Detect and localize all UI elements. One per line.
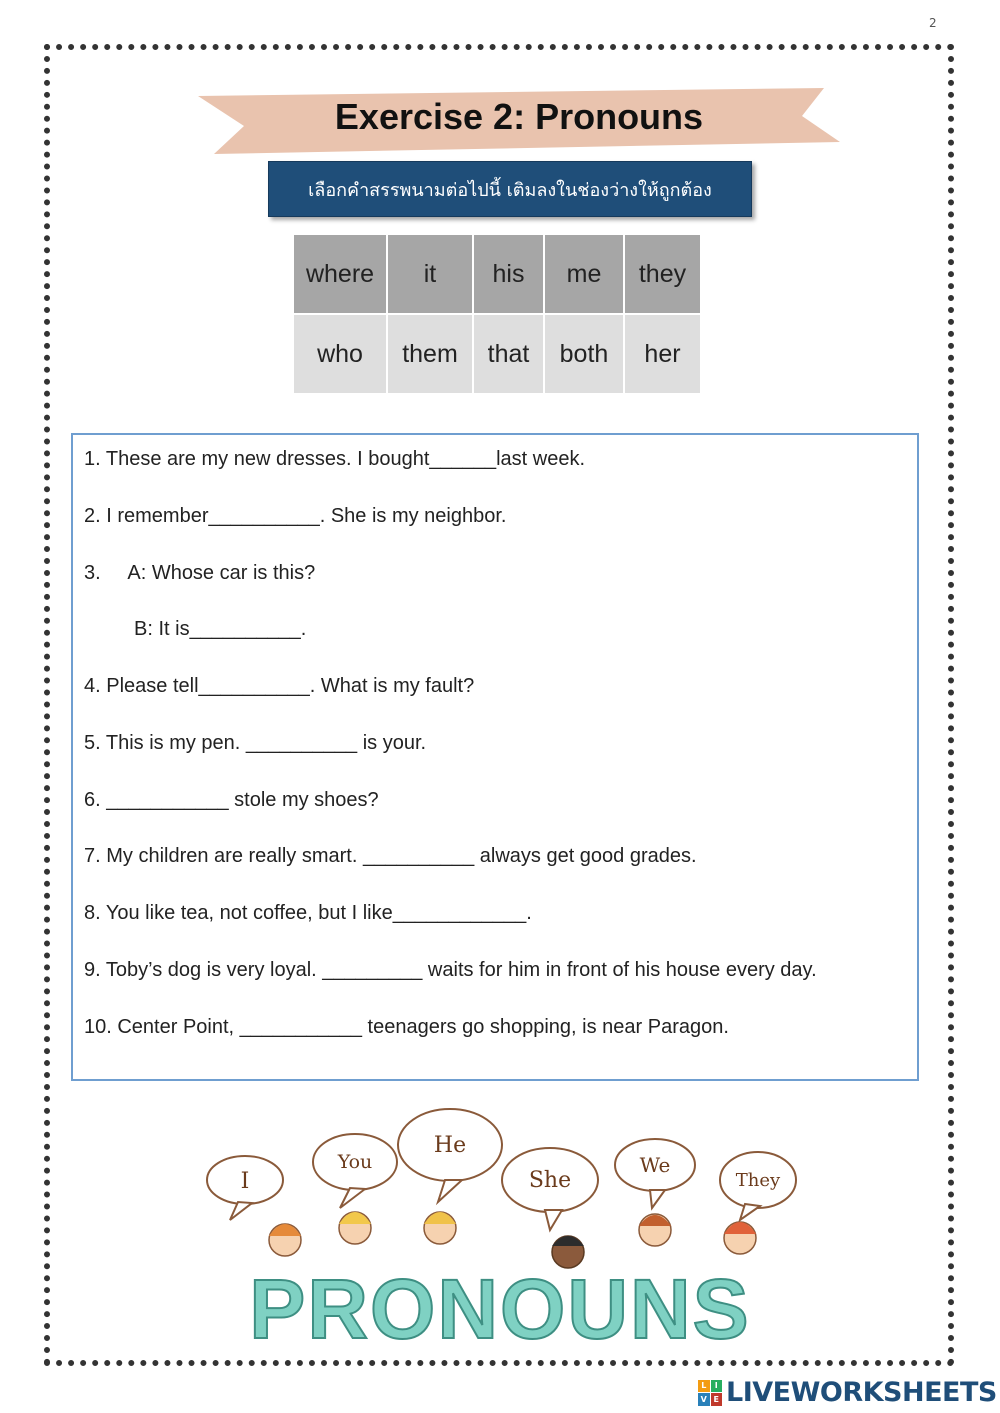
word-bank-cell: that <box>474 315 543 393</box>
liveworksheets-icon <box>698 1380 722 1406</box>
instruction-box <box>268 161 752 217</box>
word-bank-cell: both <box>545 315 623 393</box>
liveworksheets-logo <box>698 1377 997 1408</box>
logo-icon-letter: L <box>698 1380 710 1393</box>
question-4: 4. Please tell__________. What is my fault? <box>84 675 475 697</box>
word-bank-row <box>294 235 700 313</box>
question-6: 6. ___________ stole my shoes? <box>84 789 379 811</box>
question-3b: B: It is__________. <box>84 618 307 640</box>
questions-box <box>71 433 919 1081</box>
instruction-text: เลือกคำสรรพนามต่อไปนี้ เติมลงในช่องว่างให้ถูกต้อง <box>308 179 712 201</box>
bubble-text: You <box>337 1151 373 1173</box>
bubble-text: She <box>528 1168 572 1193</box>
word-bank-cell: they <box>625 235 700 313</box>
word-bank-cell: them <box>388 315 472 393</box>
question-1: 1. These are my new dresses. I bought______last week. <box>84 448 586 470</box>
word-bank-cell: his <box>474 235 543 313</box>
word-bank-row <box>294 315 700 393</box>
logo-icon-letter: I <box>711 1380 723 1393</box>
logo-icon-letter: E <box>711 1393 723 1406</box>
bubble-text: He <box>433 1133 467 1158</box>
kids-group <box>269 1212 756 1268</box>
question-2: 2. I remember__________. She is my neighbor. <box>84 505 507 527</box>
pronouns-illustration <box>200 1100 800 1350</box>
page-title: Exercise 2: Pronouns <box>334 96 704 137</box>
word-bank-cell: her <box>625 315 700 393</box>
question-7: 7. My children are really smart. __________ always get good grades. <box>84 845 697 867</box>
question-5: 5. This is my pen. __________ is your. <box>84 732 427 754</box>
bubble-text: We <box>639 1153 671 1177</box>
word-bank-cell: it <box>388 235 472 313</box>
bubble-text: I <box>240 1169 250 1194</box>
word-bank-cell: where <box>294 235 386 313</box>
question-9: 9. Toby’s dog is very loyal. _________ waits for him in front of his house every day. <box>84 959 817 981</box>
question-3a: 3. A: Whose car is this? <box>84 562 316 584</box>
pronouns-illustration-svg <box>200 1100 800 1350</box>
page-number: 2 <box>929 16 937 30</box>
bubble-text: They <box>735 1170 781 1191</box>
word-bank-table <box>292 233 702 395</box>
title-banner <box>196 82 842 158</box>
pronouns-word-art: PRONOUNS <box>249 1262 751 1350</box>
logo-icon-letter: V <box>698 1393 710 1406</box>
question-8: 8. You like tea, not coffee, but I like____________. <box>84 902 532 924</box>
word-bank-cell: me <box>545 235 623 313</box>
word-bank-cell: who <box>294 315 386 393</box>
question-10: 10. Center Point, ___________ teenagers go shopping, is near Paragon. <box>84 1016 729 1038</box>
logo-text: LIVEWORKSHEETS <box>726 1377 997 1408</box>
